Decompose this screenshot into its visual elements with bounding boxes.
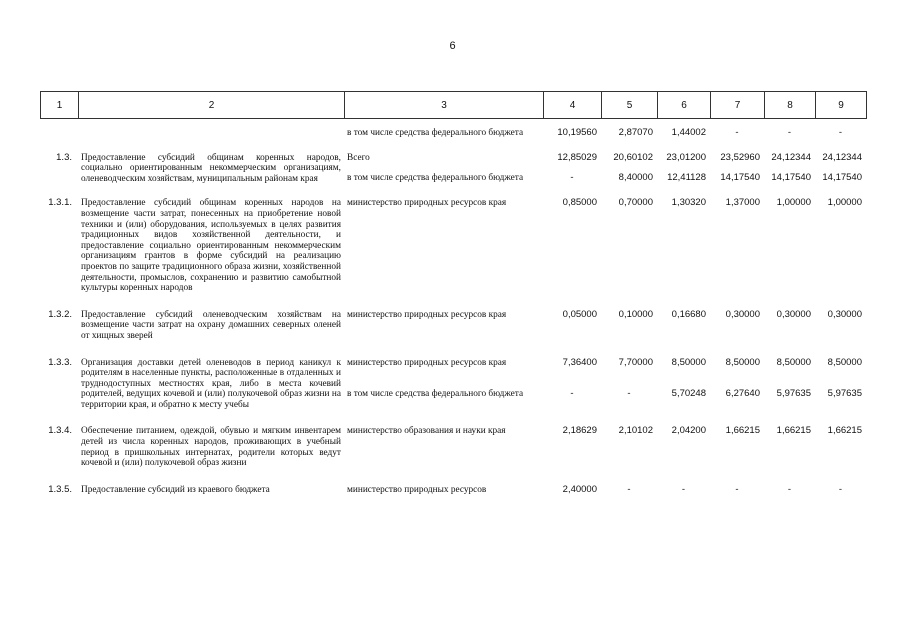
value-cell: 23,01200 [666, 151, 706, 163]
row-code: 1.3.2. [48, 308, 72, 320]
table-row [40, 358, 866, 411]
funding-source: министерство природных ресурсов края [347, 198, 507, 209]
value-cell: 0,05000 [562, 308, 597, 320]
row-spacer [40, 294, 866, 310]
value-cell: 1,66215 [827, 425, 862, 437]
funding-source: министерство природных ресурсов края [347, 309, 507, 320]
value-cell: 0,30000 [827, 308, 862, 320]
value-cell: 1,00000 [776, 197, 811, 209]
value-cell: 1,30320 [671, 197, 706, 209]
value-cell: - [838, 127, 843, 138]
value-cell: 7,70000 [618, 356, 653, 368]
funding-source: в том числе средства федерального бюджета [347, 388, 524, 399]
value-cell: 23,52960 [720, 151, 760, 163]
column-header: 5 [602, 92, 658, 119]
value-cell: 2,87070 [618, 127, 653, 138]
value-cell: 5,97635 [776, 387, 811, 399]
value-cell: 1,37000 [725, 197, 760, 209]
value-cell: 0,85000 [562, 197, 597, 209]
value-cell: 7,36400 [562, 356, 597, 368]
row-code: 1.3.4. [48, 425, 72, 437]
table-row [40, 153, 866, 185]
value-cell: 14,17540 [822, 172, 862, 184]
row-description: Предоставление субсидий оленеводческим хозяйствам на возмещение части затрат на охрану домашних северных оленей от хищных зверей [81, 309, 341, 341]
row-code: 1.3.3. [48, 356, 72, 368]
funding-source: Всего [347, 152, 370, 163]
value-cell: 14,17540 [720, 172, 760, 184]
column-header: 1 [41, 92, 79, 119]
value-cell: - [627, 483, 631, 495]
value-cell: 0,30000 [725, 308, 760, 320]
value-cell: - [627, 387, 631, 399]
funding-source: в том числе средства федерального бюджета [347, 128, 524, 138]
row-spacer [40, 184, 866, 198]
value-cell: 0,70000 [618, 197, 653, 209]
value-cell: 8,50000 [725, 356, 760, 368]
funding-source: в том числе средства федерального бюджета [347, 173, 524, 184]
value-cell: - [735, 127, 739, 138]
value-cell: - [570, 172, 574, 184]
page-number: 6 [449, 40, 456, 52]
column-header: 4 [544, 92, 602, 119]
value-cell: - [787, 483, 792, 495]
row-spacer [40, 495, 866, 505]
row-spacer [40, 410, 866, 426]
row-description: Организация доставки детей оленеводов в период каникул к родителям в населенные пункты, расположенные в отдаленных и труднодоступных местностях края, либо в места кочевий родителей, ведущих кочевой и (или) полукочевой образ жизни на территории края, и обратно к месту учебы [81, 357, 341, 410]
funding-source: министерство природных ресурсов [347, 484, 487, 495]
column-header: 9 [816, 92, 867, 119]
row-code: 1.3.1. [48, 197, 72, 209]
row-code [40, 128, 78, 139]
value-cell: 12,85029 [557, 151, 597, 163]
row-description: Обеспечение питанием, одеждой, обувью и мягким инвентарем детей из числа коренных народов, проживающих в учебный период в пришкольных интернатах, родители которых ведут кочевой и (или) полукочевой образ жизни [81, 426, 341, 469]
row-description [78, 128, 344, 139]
column-header: 2 [79, 92, 345, 119]
value-cell: 12,41128 [667, 172, 706, 184]
column-header: 3 [345, 92, 544, 119]
table-row [40, 485, 866, 496]
value-cell: 2,04200 [671, 425, 706, 437]
value-cell: - [681, 483, 686, 495]
row-spacer [40, 469, 866, 485]
value-cell: - [735, 483, 739, 495]
table-row [40, 310, 866, 342]
value-cell: 5,70248 [671, 387, 706, 399]
column-header: 8 [765, 92, 816, 119]
value-cell: 1,44002 [671, 127, 706, 138]
value-cell: 6,27640 [725, 387, 760, 399]
value-cell: 8,50000 [776, 356, 811, 368]
row-spacer [40, 342, 866, 358]
column-header-row [41, 92, 867, 119]
value-cell: 0,30000 [776, 308, 811, 320]
value-cell: 20,60102 [613, 151, 653, 163]
row-description: Предоставление субсидий общинам коренных народов на возмещение части затрат, понесенных на приобретение новой техники и (или) оборудования, используемых в целях развития традиционных видов хозяйственной деятельности, и предоставление социально ориентированным некоммерческим организациям грантов в форме субсидий на реализацию проектов по защите традиционного образа жизни, хозяйственной деятельности, промыслов, сохранению и развитию самобытной культуры коренных народов [81, 198, 341, 294]
table-row [40, 128, 866, 139]
value-cell: - [787, 127, 792, 138]
funding-source: министерство образования и науки края [347, 426, 506, 437]
value-cell: 8,50000 [827, 356, 862, 368]
column-header: 7 [711, 92, 765, 119]
value-cell: 10,19560 [557, 127, 597, 138]
value-cell: 24,12344 [771, 151, 811, 163]
value-cell: 5,97635 [827, 387, 862, 399]
value-cell: 2,40000 [562, 483, 597, 495]
table-body [40, 128, 866, 505]
value-cell: 0,10000 [618, 308, 653, 320]
value-cell: 1,66215 [725, 425, 760, 437]
value-cell: 2,18629 [562, 425, 597, 437]
value-cell: - [838, 483, 843, 495]
value-cell: 2,10102 [618, 425, 653, 437]
row-description: Предоставление субсидий общинам коренных народов, социально ориентированным некоммерческим организациям, оленеводческим хозяйствам, муниципальным районам края [81, 152, 341, 184]
row-description: Предоставление субсидий из краевого бюджета [81, 484, 270, 495]
value-cell: 14,17540 [771, 172, 811, 184]
table-row [40, 426, 866, 468]
value-cell: 24,12344 [822, 151, 862, 163]
value-cell: 0,16680 [671, 308, 706, 320]
value-cell: 8,40000 [618, 172, 653, 184]
value-cell: 8,50000 [671, 356, 706, 368]
row-code: 1.3. [56, 151, 72, 163]
value-cell: 1,00000 [827, 197, 862, 209]
table-row [40, 198, 866, 293]
funding-source: министерство природных ресурсов края [347, 357, 507, 368]
value-cell: 1,66215 [776, 425, 811, 437]
row-spacer [40, 139, 866, 153]
value-cell: - [570, 387, 574, 399]
column-header: 6 [658, 92, 711, 119]
column-header-table [40, 91, 867, 119]
row-code: 1.3.5. [48, 483, 72, 495]
